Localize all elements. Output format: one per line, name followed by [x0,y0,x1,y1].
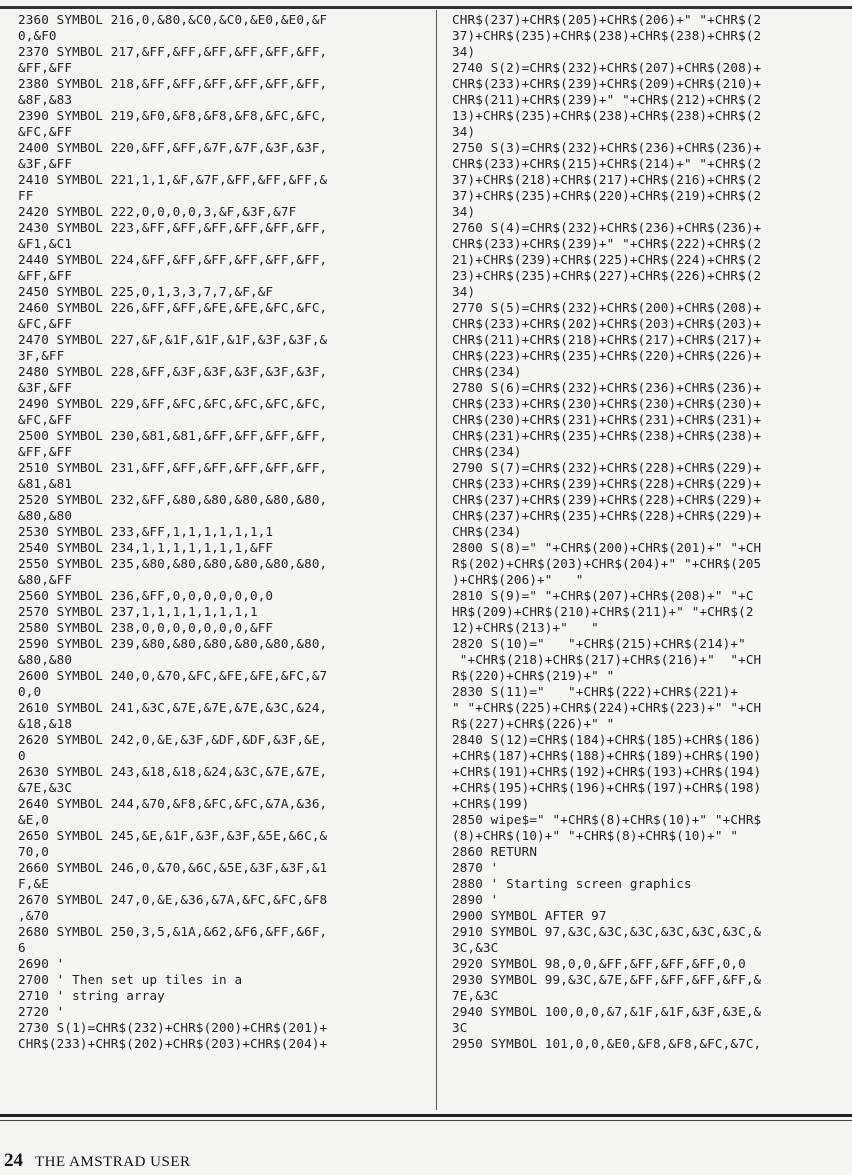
code-line: CHR$(233)+CHR$(202)+CHR$(203)+CHR$(204)+ [18,1036,328,1051]
code-line: 0 [18,748,26,763]
column-divider [436,10,437,1110]
code-line: &F1,&C1 [18,236,73,251]
code-line: &3F,&FF [18,380,73,395]
code-line: 2480 SYMBOL 228,&FF,&3F,&3F,&3F,&3F,&3F, [18,364,328,379]
code-line: 2560 SYMBOL 236,&FF,0,0,0,0,0,0,0 [18,588,274,603]
code-line: 2620 SYMBOL 242,0,&E,&3F,&DF,&DF,&3F,&E, [18,732,328,747]
code-line: &80,&80 [18,652,73,667]
code-line: 2600 SYMBOL 240,0,&70,&FC,&FE,&FE,&FC,&7 [18,668,328,683]
code-line: CHR$(237)+CHR$(239)+CHR$(228)+CHR$(229)+ [452,492,762,507]
code-line: 2510 SYMBOL 231,&FF,&FF,&FF,&FF,&FF,&FF, [18,460,328,475]
code-line: R$(227)+CHR$(226)+" " [452,716,615,731]
code-line: 2500 SYMBOL 230,&81,&81,&FF,&FF,&FF,&FF, [18,428,328,443]
code-line: 2770 S(5)=CHR$(232)+CHR$(200)+CHR$(208)+ [452,300,762,315]
code-line: 2910 SYMBOL 97,&3C,&3C,&3C,&3C,&3C,&3C,& [452,924,762,939]
code-line: 2590 SYMBOL 239,&80,&80,&80,&80,&80,&80, [18,636,328,651]
code-line: CHR$(237)+CHR$(205)+CHR$(206)+" "+CHR$(2 [452,12,762,27]
code-line: &7E,&3C [18,780,73,795]
code-line: 2400 SYMBOL 220,&FF,&FF,&7F,&7F,&3F,&3F, [18,140,328,155]
code-line: CHR$(234) [452,524,522,539]
code-line: 2810 S(9)=" "+CHR$(207)+CHR$(208)+" "+C [452,588,754,603]
code-line: &E,0 [18,812,49,827]
code-line: 3C,&3C [452,940,499,955]
code-line: &FF,&FF [18,268,73,283]
code-line: 2800 S(8)=" "+CHR$(200)+CHR$(201)+" "+CH [452,540,762,555]
code-line: CHR$(211)+CHR$(218)+CHR$(217)+CHR$(217)+ [452,332,762,347]
code-line: 2730 S(1)=CHR$(232)+CHR$(200)+CHR$(201)+ [18,1020,328,1035]
code-line: 23)+CHR$(235)+CHR$(227)+CHR$(226)+CHR$(2 [452,268,762,283]
code-line: CHR$(234) [452,444,522,459]
code-line: 2460 SYMBOL 226,&FF,&FF,&FE,&FE,&FC,&FC, [18,300,328,315]
code-line: 34) [452,44,476,59]
code-line: &80,&FF [18,572,73,587]
code-line: CHR$(230)+CHR$(231)+CHR$(231)+CHR$(231)+ [452,412,762,427]
code-line: 3C [452,1020,468,1035]
code-line: 21)+CHR$(239)+CHR$(225)+CHR$(224)+CHR$(2 [452,252,762,267]
code-line: 2820 S(10)=" "+CHR$(215)+CHR$(214)+" [452,636,746,651]
code-line: &FF,&FF [18,444,73,459]
code-line: R$(220)+CHR$(219)+" " [452,668,615,683]
code-line: 2660 SYMBOL 246,0,&70,&6C,&5E,&3F,&3F,&1 [18,860,328,875]
code-line: 7E,&3C [452,988,499,1003]
code-line: CHR$(233)+CHR$(230)+CHR$(230)+CHR$(230)+ [452,396,762,411]
code-line: 2520 SYMBOL 232,&FF,&80,&80,&80,&80,&80, [18,492,328,507]
page-footer [4,1150,191,1172]
code-line: 2440 SYMBOL 224,&FF,&FF,&FF,&FF,&FF,&FF, [18,252,328,267]
code-line: FF [18,188,34,203]
code-line: 2700 ' Then set up tiles in a [18,972,243,987]
code-line: &18,&18 [18,716,73,731]
code-line: +CHR$(191)+CHR$(192)+CHR$(193)+CHR$(194) [452,764,762,779]
code-line: 2550 SYMBOL 235,&80,&80,&80,&80,&80,&80, [18,556,328,571]
code-line: CHR$(233)+CHR$(239)+CHR$(228)+CHR$(229)+ [452,476,762,491]
code-line: 37)+CHR$(218)+CHR$(217)+CHR$(216)+CHR$(2 [452,172,762,187]
top-rule [0,6,852,9]
code-line: 2850 wipe$=" "+CHR$(8)+CHR$(10)+" "+CHR$ [452,812,762,827]
code-line: 34) [452,284,476,299]
code-line: 2830 S(11)=" "+CHR$(222)+CHR$(221)+ [452,684,739,699]
code-line: CHR$(233)+CHR$(239)+" "+CHR$(222)+CHR$(2 [452,236,762,251]
code-line: 6 [18,940,26,955]
code-line: 34) [452,204,476,219]
listing-column-left [18,12,428,1052]
footer-rule-thin [0,1120,852,1121]
page-number: 24 [4,1150,23,1171]
code-line: 37)+CHR$(235)+CHR$(238)+CHR$(238)+CHR$(2 [452,28,762,43]
code-line: 2530 SYMBOL 233,&FF,1,1,1,1,1,1,1 [18,524,274,539]
code-line: 13)+CHR$(235)+CHR$(238)+CHR$(238)+CHR$(2 [452,108,762,123]
code-line: +CHR$(199) [452,796,530,811]
code-line: )+CHR$(206)+" " [452,572,584,587]
code-line: CHR$(233)+CHR$(215)+CHR$(214)+" "+CHR$(2 [452,156,762,171]
code-line: 2870 ' [452,860,499,875]
code-line: 2860 RETURN [452,844,538,859]
code-line: 2370 SYMBOL 217,&FF,&FF,&FF,&FF,&FF,&FF, [18,44,328,59]
code-line: 12)+CHR$(213)+" " [452,620,599,635]
code-line: +CHR$(195)+CHR$(196)+CHR$(197)+CHR$(198) [452,780,762,795]
code-line: &80,&80 [18,508,73,523]
code-line: 2470 SYMBOL 227,&F,&1F,&1F,&1F,&3F,&3F,& [18,332,328,347]
code-line: HR$(209)+CHR$(210)+CHR$(211)+" "+CHR$(2 [452,604,754,619]
code-line: 2760 S(4)=CHR$(232)+CHR$(236)+CHR$(236)+ [452,220,762,235]
code-line: CHR$(211)+CHR$(239)+" "+CHR$(212)+CHR$(2 [452,92,762,107]
code-line: 2430 SYMBOL 223,&FF,&FF,&FF,&FF,&FF,&FF, [18,220,328,235]
code-line: 2930 SYMBOL 99,&3C,&7E,&FF,&FF,&FF,&FF,& [452,972,762,987]
code-line: &FF,&FF [18,60,73,75]
code-line: CHR$(223)+CHR$(235)+CHR$(220)+CHR$(226)+ [452,348,762,363]
code-line: 2740 S(2)=CHR$(232)+CHR$(207)+CHR$(208)+ [452,60,762,75]
code-line: R$(202)+CHR$(203)+CHR$(204)+" "+CHR$(205 [452,556,762,571]
code-line: 2880 ' Starting screen graphics [452,876,692,891]
code-line: 2840 S(12)=CHR$(184)+CHR$(185)+CHR$(186) [452,732,762,747]
code-line: +CHR$(187)+CHR$(188)+CHR$(189)+CHR$(190) [452,748,762,763]
code-line: 3F,&FF [18,348,65,363]
code-line: 2790 S(7)=CHR$(232)+CHR$(228)+CHR$(229)+ [452,460,762,475]
code-line: CHR$(231)+CHR$(235)+CHR$(238)+CHR$(238)+ [452,428,762,443]
code-line: 2780 S(6)=CHR$(232)+CHR$(236)+CHR$(236)+ [452,380,762,395]
code-line: 70,0 [18,844,49,859]
code-line: CHR$(233)+CHR$(239)+CHR$(209)+CHR$(210)+ [452,76,762,91]
code-line: 2890 ' [452,892,499,907]
code-line: ,&70 [18,908,49,923]
code-line: 2580 SYMBOL 238,0,0,0,0,0,0,0,&FF [18,620,274,635]
code-line: CHR$(234) [452,364,522,379]
code-line: 2750 S(3)=CHR$(232)+CHR$(236)+CHR$(236)+ [452,140,762,155]
code-line: 34) [452,124,476,139]
code-line: 2900 SYMBOL AFTER 97 [452,908,607,923]
code-line: &FC,&FF [18,124,73,139]
code-line: &FC,&FF [18,412,73,427]
code-line: 2680 SYMBOL 250,3,5,&1A,&62,&F6,&FF,&6F, [18,924,328,939]
code-line: 2940 SYMBOL 100,0,0,&7,&1F,&1F,&3F,&3E,& [452,1004,762,1019]
code-line: 2490 SYMBOL 229,&FF,&FC,&FC,&FC,&FC,&FC, [18,396,328,411]
code-line: 2450 SYMBOL 225,0,1,3,3,7,7,&F,&F [18,284,274,299]
listing-column-right [452,12,852,1052]
code-line: &8F,&83 [18,92,73,107]
code-line: 2390 SYMBOL 219,&F0,&F8,&F8,&F8,&FC,&FC, [18,108,328,123]
code-line: 37)+CHR$(235)+CHR$(220)+CHR$(219)+CHR$(2 [452,188,762,203]
code-line: 2360 SYMBOL 216,0,&80,&C0,&C0,&E0,&E0,&F [18,12,328,27]
code-line: 2610 SYMBOL 241,&3C,&7E,&7E,&7E,&3C,&24, [18,700,328,715]
code-line: " "+CHR$(225)+CHR$(224)+CHR$(223)+" "+CH [452,700,762,715]
code-line: 2640 SYMBOL 244,&70,&F8,&FC,&FC,&7A,&36, [18,796,328,811]
code-line: 2420 SYMBOL 222,0,0,0,0,3,&F,&3F,&7F [18,204,297,219]
code-line: 2920 SYMBOL 98,0,0,&FF,&FF,&FF,&FF,0,0 [452,956,746,971]
code-line: 0,0 [18,684,42,699]
code-line: &81,&81 [18,476,73,491]
code-line: 2710 ' string array [18,988,165,1003]
code-line: &FC,&FF [18,316,73,331]
code-line: &3F,&FF [18,156,73,171]
code-line: 2690 ' [18,956,65,971]
code-line: (8)+CHR$(10)+" "+CHR$(8)+CHR$(10)+" " [452,828,739,843]
code-line: 2950 SYMBOL 101,0,0,&E0,&F8,&F8,&FC,&7C, [452,1036,762,1051]
code-line: 2670 SYMBOL 247,0,&E,&36,&7A,&FC,&FC,&F8 [18,892,328,907]
code-line: 2380 SYMBOL 218,&FF,&FF,&FF,&FF,&FF,&FF, [18,76,328,91]
code-line: 2720 ' [18,1004,65,1019]
code-line: CHR$(233)+CHR$(202)+CHR$(203)+CHR$(203)+ [452,316,762,331]
code-line: 2650 SYMBOL 245,&E,&1F,&3F,&3F,&5E,&6C,& [18,828,328,843]
magazine-title: THE AMSTRAD USER [35,1154,191,1170]
code-line: 0,&F0 [18,28,57,43]
footer-rule [0,1114,852,1117]
code-line: 2630 SYMBOL 243,&18,&18,&24,&3C,&7E,&7E, [18,764,328,779]
code-line: "+CHR$(218)+CHR$(217)+CHR$(216)+" "+CH [452,652,762,667]
code-line: 2410 SYMBOL 221,1,1,&F,&7F,&FF,&FF,&FF,& [18,172,328,187]
code-line: F,&E [18,876,49,891]
code-line: CHR$(237)+CHR$(235)+CHR$(228)+CHR$(229)+ [452,508,762,523]
code-line: 2540 SYMBOL 234,1,1,1,1,1,1,1,&FF [18,540,274,555]
code-line: 2570 SYMBOL 237,1,1,1,1,1,1,1,1 [18,604,258,619]
